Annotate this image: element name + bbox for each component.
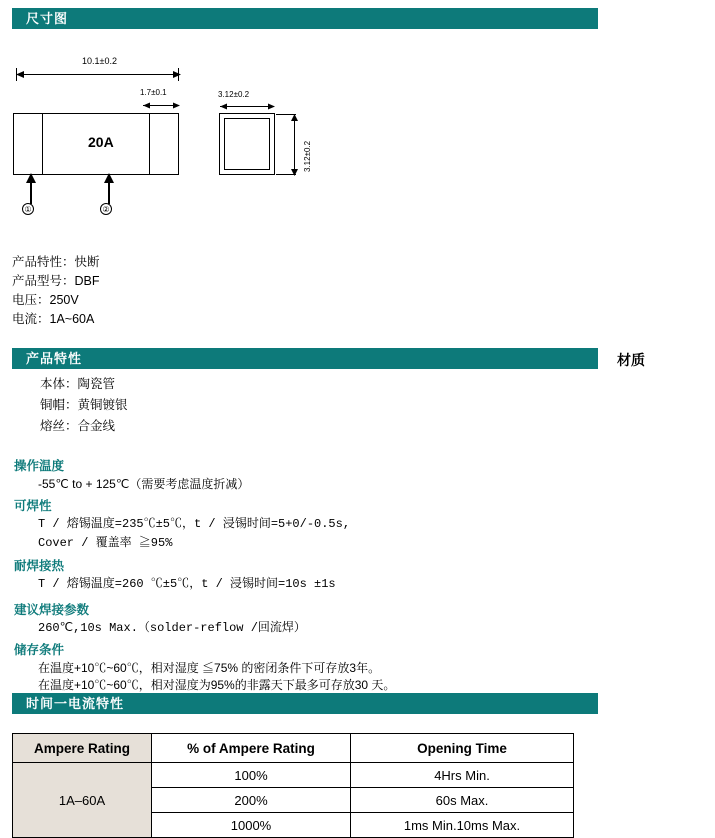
cell-percent-100: 100% [152, 763, 351, 788]
section-header-dimension: 尺寸图 [12, 8, 598, 29]
fuse-cap-left [13, 113, 43, 175]
callout-2-arrow [100, 173, 120, 205]
dim-height-label: 3.12±0.2 [303, 140, 312, 172]
time-current-table [12, 733, 574, 838]
dim-cap-label: 1.7±0.1 [140, 88, 167, 97]
feature-item-cap: 铜帽：黄铜镀银 [40, 398, 128, 412]
dim-height-arrowheads [288, 112, 302, 178]
dim-cap-arrowheads [141, 99, 183, 113]
table-header-row [13, 734, 574, 763]
dim-length-label: 10.1±0.2 [82, 56, 117, 66]
features-list [40, 374, 128, 437]
subhead-resistance-to-soldering-heat: 耐焊接热 [14, 559, 65, 573]
material-label: 材质 [617, 352, 645, 368]
body-storage-conditions-line-2: 在温度+10℃~60℃，相对湿度为95%的非露天下最多可存放30 天。 [38, 678, 396, 692]
feature-item-body: 本体：陶瓷管 [40, 377, 116, 391]
spec-line-model: 产品型号：DBF [12, 274, 100, 288]
table-header-ampere-rating: Ampere Rating [13, 734, 152, 763]
cell-time-200: 60s Max. [351, 788, 574, 813]
section-header-features: 产品特性 [12, 348, 598, 369]
section-header-time-current: 时间一电流特性 [12, 693, 598, 714]
fuse-rating-label: 20A [88, 134, 114, 150]
cell-ampere-rating: 1A–60A [13, 763, 152, 838]
body-operating-temperature: -55℃ to + 125℃（需要考虑温度折减） [38, 477, 250, 491]
body-resistance-to-soldering-heat: T / 熔锡温度=260 ℃±5℃，t / 浸锡时间=10s ±1s [38, 577, 336, 591]
body-solderability-line-2: Cover / 覆盖率 ≧95% [38, 536, 173, 550]
body-storage-conditions-line-1: 在温度+10℃~60℃，相对湿度 ≦75% 的密闭条件下可存放3年。 [38, 661, 381, 675]
spec-line-characteristic: 产品特性：快断 [12, 255, 100, 269]
dim-height-ext-bottom [276, 174, 296, 175]
product-spec-block [12, 253, 100, 329]
subhead-recommended-soldering-params: 建议焊接参数 [14, 603, 90, 617]
cell-percent-200: 200% [152, 788, 351, 813]
fuse-cap-right [149, 113, 179, 175]
spec-line-voltage: 电压：250V [12, 293, 79, 307]
callout-2-marker: ② [100, 203, 112, 215]
callout-1-arrow [22, 173, 42, 205]
spec-line-current: 电流：1A~60A [12, 312, 95, 326]
table-row [13, 763, 574, 788]
table-header-opening-time: Opening Time [351, 734, 574, 763]
subhead-solderability: 可焊性 [14, 499, 52, 513]
cell-percent-1000: 1000% [152, 813, 351, 838]
table-header-percent-rating: % of Ampere Rating [152, 734, 351, 763]
dim-width-label: 3.12±0.2 [218, 90, 250, 99]
body-solderability-line-1: T / 熔锡温度=235℃±5℃，t / 浸锡时间=5+0/-0.5s, [38, 517, 351, 531]
dim-length-arrowheads [14, 68, 186, 82]
subhead-storage-conditions: 储存条件 [14, 643, 65, 657]
fuse-end-view-inner [224, 118, 270, 170]
dimension-drawing [0, 40, 400, 220]
feature-item-element: 熔丝：合金线 [40, 419, 116, 433]
subhead-operating-temperature: 操作温度 [14, 459, 65, 473]
cell-time-100: 4Hrs Min. [351, 763, 574, 788]
dim-width-arrowheads [218, 100, 278, 114]
cell-time-1000: 1ms Min.10ms Max. [351, 813, 574, 838]
body-recommended-soldering-params: 260℃,10s Max.（solder-reflow /回流焊） [38, 621, 306, 635]
callout-1-marker: ① [22, 203, 34, 215]
dim-height-ext-top [276, 114, 296, 115]
